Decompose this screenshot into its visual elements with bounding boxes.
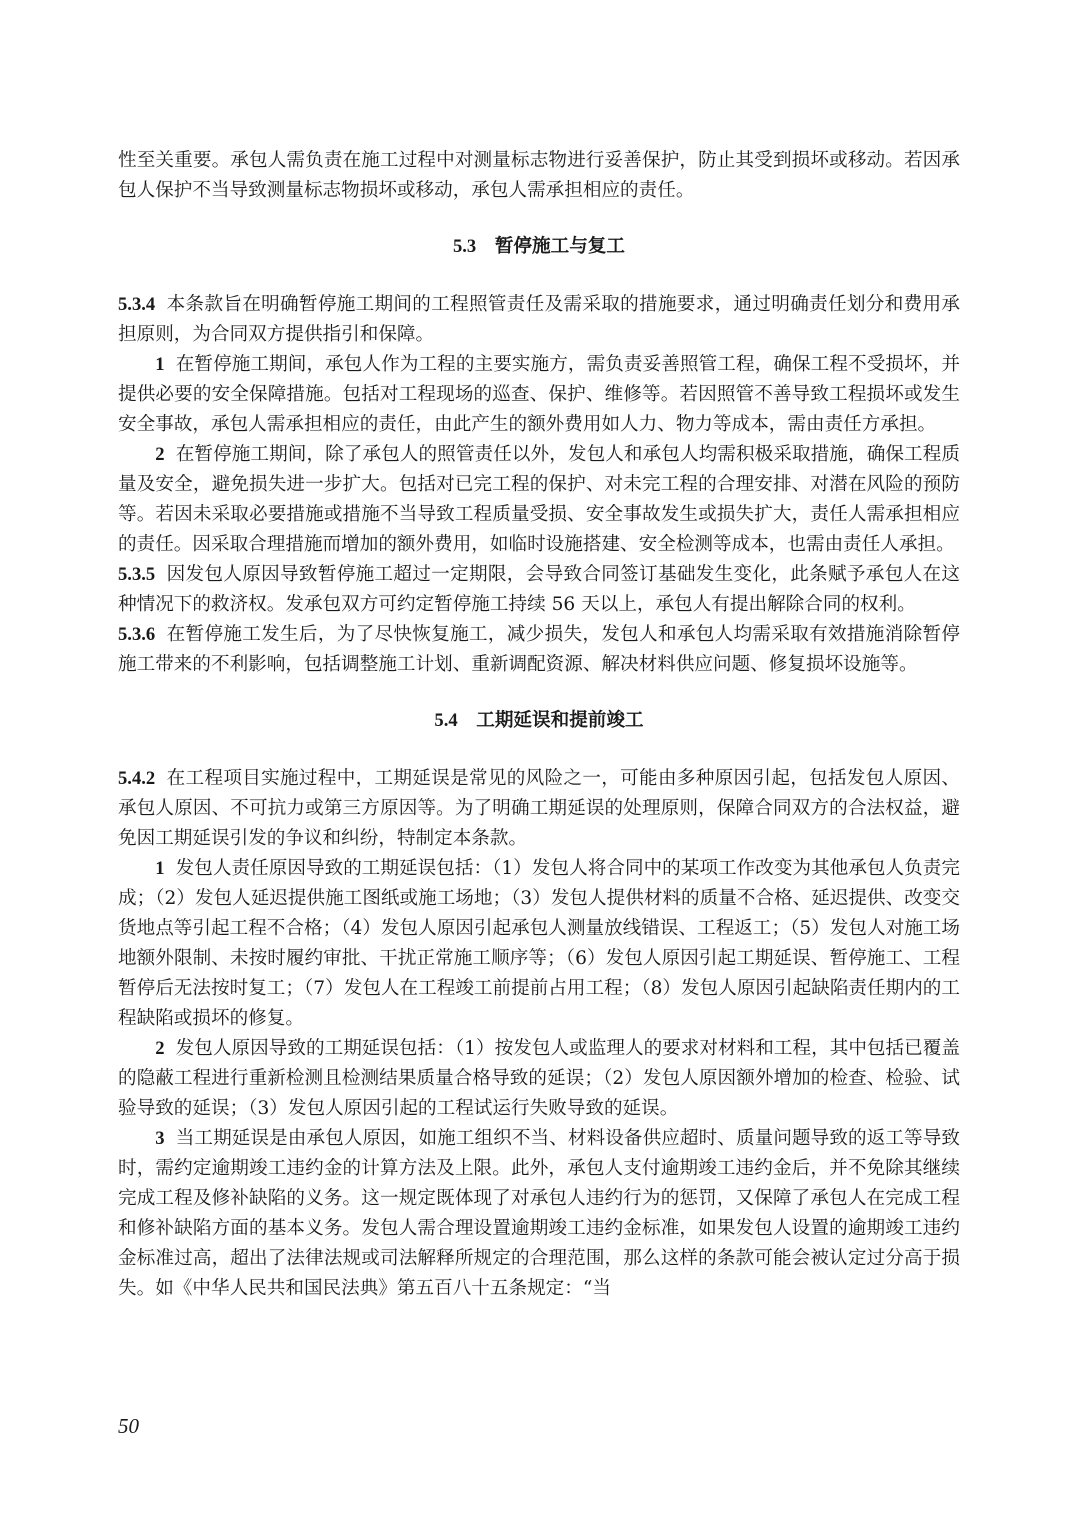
- clause-paragraph: [118, 560, 960, 620]
- item-text: 发包人原因导致的工期延误包括：（1）按发包人或监理人的要求对材料和工程，其中包括已覆盖的隐蔽工程进行重新检测且检测结果质量合格导致的延误；（2）发包人原因额外增加的检查、检验、试验导致的延误；（3）发包人原因引起的工程试运行失败导致的延误。: [118, 1038, 960, 1119]
- list-item: [118, 1124, 960, 1304]
- clause-number: 5.3.5: [118, 564, 156, 585]
- item-text: 在暂停施工期间，除了承包人的照管责任以外，发包人和承包人均需积极采取措施，确保工程质量及安全，避免损失进一步扩大。包括对已完工程的保护、对未完工程的合理安排、对潜在风险的预防等。若因未采取必要措施或措施不当导致工程质量受损、安全事故发生或损失扩大，责任人需承担相应的责任。因采取合理措施而增加的额外费用，如临时设施搭建、安全检测等成本，也需由责任人承担。: [118, 444, 960, 555]
- item-number: 1: [155, 858, 165, 879]
- item-number: 2: [155, 1038, 165, 1059]
- section-number: 5.3: [452, 236, 477, 257]
- intro-paragraph: 性至关重要。承包人需负责在施工过程中对测量标志物进行妥善保护，防止其受到损坏或移动。若因承包人保护不当导致测量标志物损坏或移动，承包人需承担相应的责任。: [118, 150, 960, 201]
- clause-paragraph: [118, 764, 960, 854]
- clause-number: 5.3.4: [118, 294, 156, 315]
- clause-text: 因发包人原因导致暂停施工超过一定期限，会导致合同签订基础发生变化，此条赋予承包人在这种情况下的救济权。发承包双方可约定暂停施工持续 56 天以上，承包人有提出解除合同的权利。: [118, 564, 960, 615]
- item-number: 2: [155, 444, 165, 465]
- list-item: [118, 440, 960, 560]
- section-number: 5.4: [434, 710, 458, 731]
- list-item: [118, 854, 960, 1034]
- clause-number: 5.4.2: [118, 768, 156, 789]
- clause-paragraph: [118, 290, 960, 350]
- item-text: 发包人责任原因导致的工期延误包括：（1）发包人将合同中的某项工作改变为其他承包人负责完成；（2）发包人延迟提供施工图纸或施工场地；（3）发包人提供材料的质量不合格、延迟提供、改变交货地点等引起工程不合格；（4）发包人原因引起承包人测量放线错误、工程返工；（5）发包人对施工场地额外限制、未按时履约审批、干扰正常施工顺序等；（6）发包人原因引起工期延误、暂停施工、工程暂停后无法按时复工；（7）发包人在工程竣工前提前占用工程；（8）发包人原因引起缺陷责任期内的工程缺陷或损坏的修复。: [118, 858, 960, 1029]
- clause-number: 5.3.6: [118, 624, 156, 645]
- item-number: 3: [155, 1128, 165, 1149]
- section-heading: [118, 706, 960, 736]
- item-text: 在暂停施工期间，承包人作为工程的主要实施方，需负责妥善照管工程，确保工程不受损坏，并提供必要的安全保障措施。包括对工程现场的巡查、保护、维修等。若因照管不善导致工程损坏或发生安全事故，承包人需承担相应的责任，由此产生的额外费用如人力、物力等成本，需由责任方承担。: [118, 354, 960, 435]
- clause-text: 本条款旨在明确暂停施工期间的工程照管责任及需采取的措施要求，通过明确责任划分和费用承担原则，为合同双方提供指引和保障。: [118, 294, 960, 345]
- clause-paragraph: [118, 620, 960, 680]
- clause-text: 在暂停施工发生后，为了尽快恢复施工，减少损失，发包人和承包人均需采取有效措施消除暂停施工带来的不利影响，包括调整施工计划、重新调配资源、解决材料供应问题、修复损坏设施等。: [118, 624, 960, 675]
- list-item: [118, 1034, 960, 1124]
- section-title: 工期延误和提前竣工: [476, 710, 644, 731]
- item-number: 1: [155, 354, 165, 375]
- section-title: 暂停施工与复工: [494, 236, 625, 257]
- clause-text: 在工程项目实施过程中，工期延误是常见的风险之一，可能由多种原因引起，包括发包人原因、承包人原因、不可抗力或第三方原因等。为了明确工期延误的处理原则，保障合同双方的合法权益，避免因工期延误引发的争议和纠纷，特制定本条款。: [118, 768, 960, 849]
- section-heading: [118, 232, 960, 262]
- page-number: 50: [118, 1414, 139, 1438]
- body-text: [118, 146, 960, 1304]
- item-text: 当工期延误是由承包人原因，如施工组织不当、材料设备供应超时、质量问题导致的返工等导致时，需约定逾期竣工违约金的计算方法及上限。此外，承包人支付逾期竣工违约金后，并不免除其继续完成工程及修补缺陷的义务。这一规定既体现了对承包人违约行为的惩罚，又保障了承包人在完成工程和修补缺陷方面的基本义务。发包人需合理设置逾期竣工违约金标准，如果发包人设置的逾期竣工违约金标准过高，超出了法律法规或司法解释所规定的合理范围，那么这样的条款可能会被认定过分高于损失。如《中华人民共和国民法典》第五百八十五条规定：“当: [118, 1128, 960, 1299]
- list-item: [118, 350, 960, 440]
